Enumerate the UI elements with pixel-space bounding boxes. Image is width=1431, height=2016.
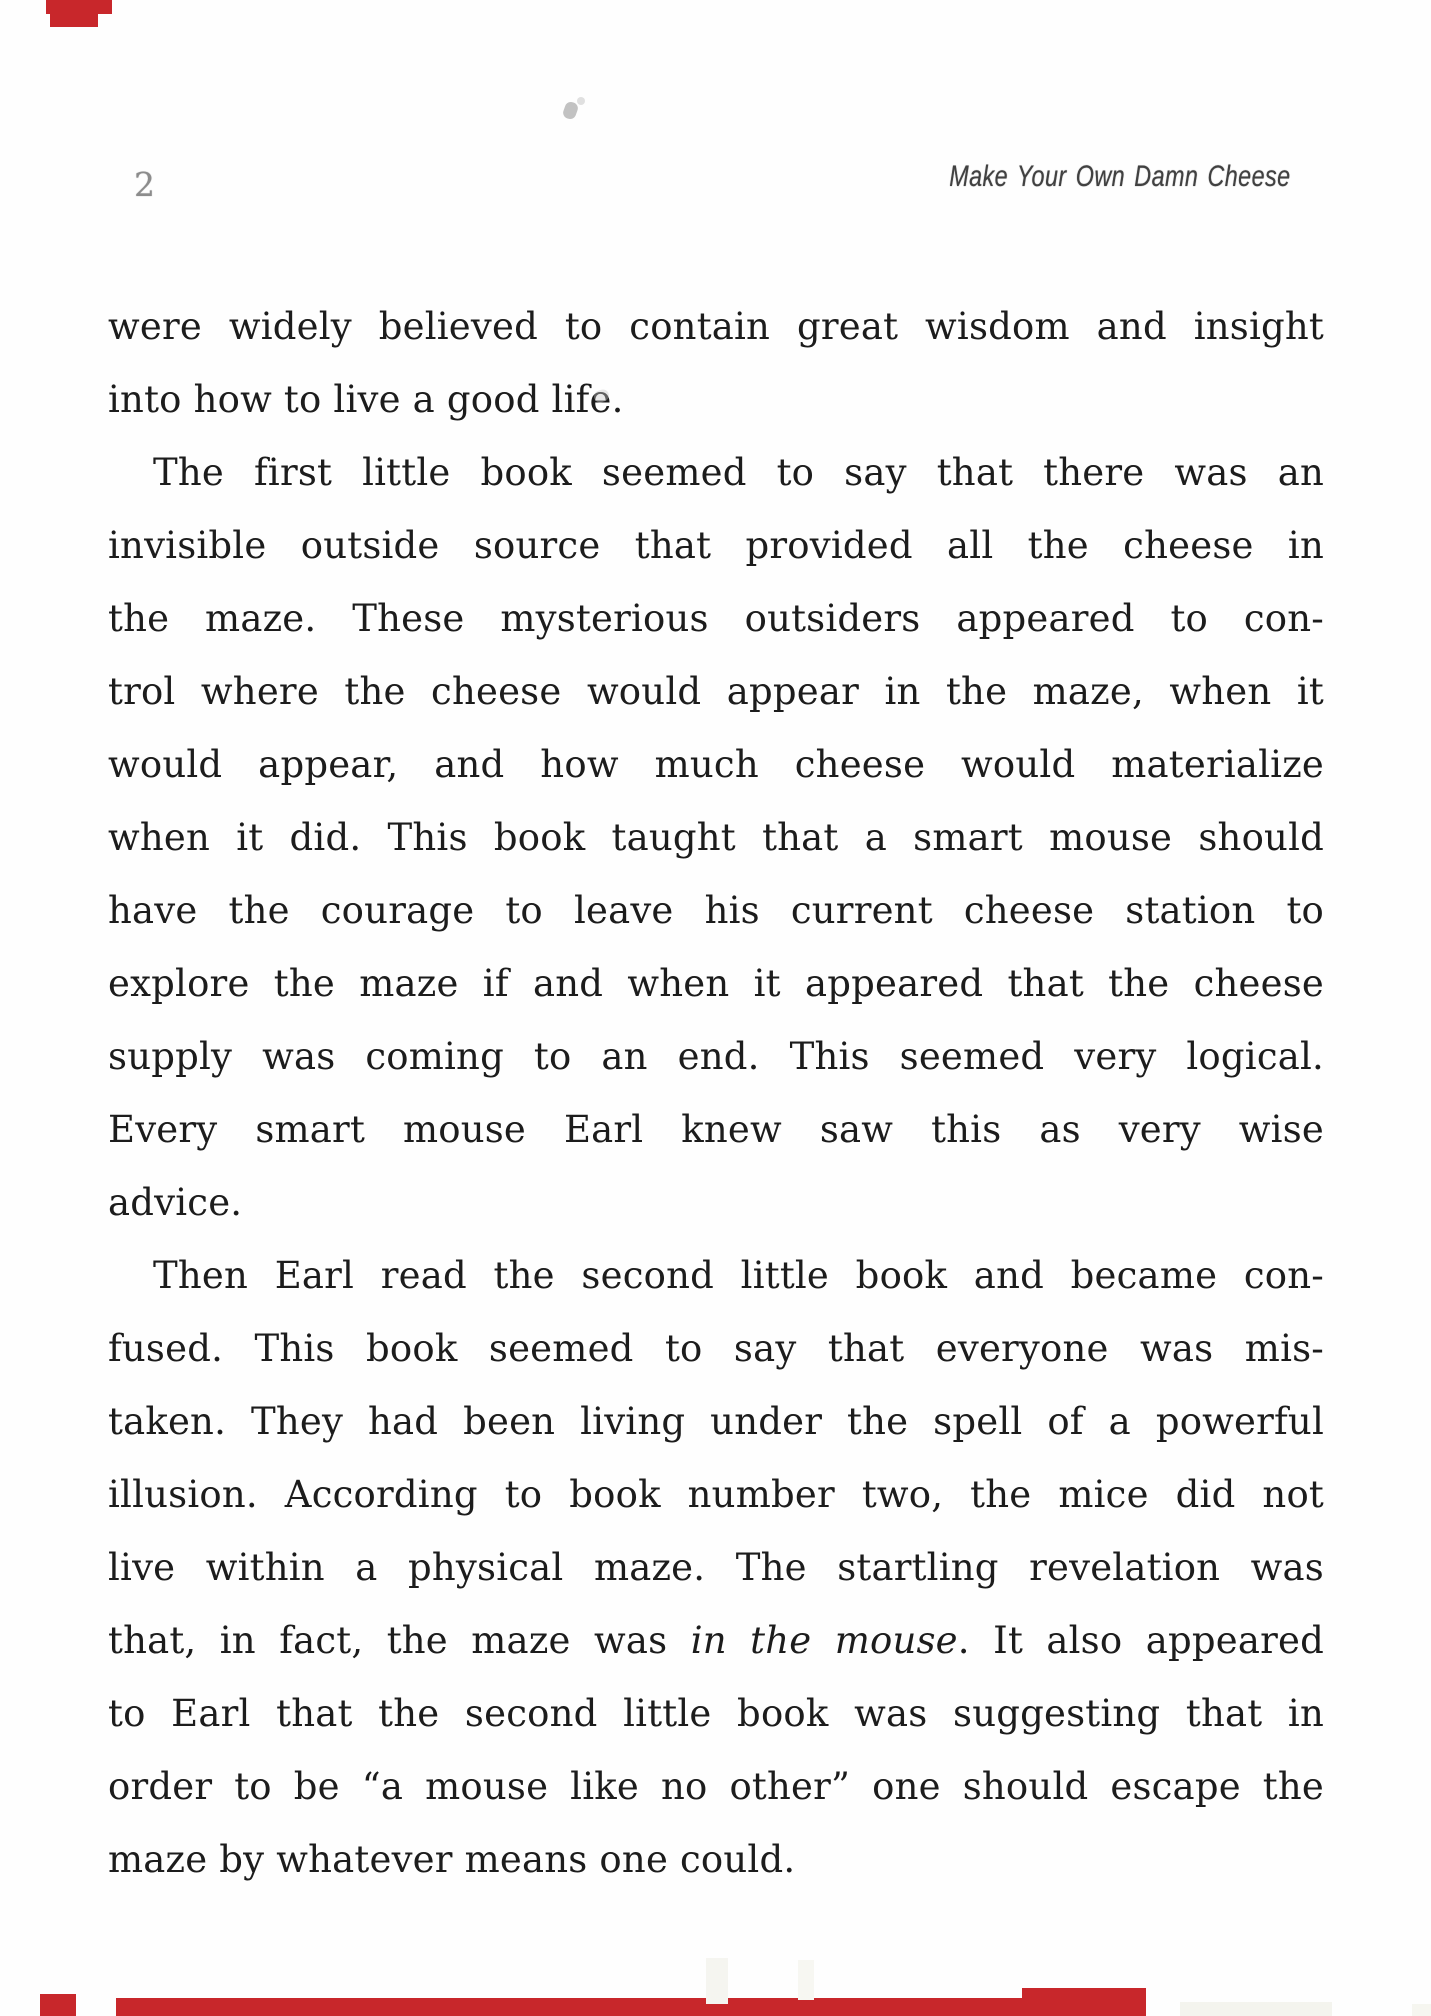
text-segment: that, in fact, the maze was xyxy=(108,1619,691,1662)
running-header: Make Your Own Damn Cheese xyxy=(948,160,1290,193)
text-segment: The first little book seemed to say that there was an xyxy=(153,451,1324,494)
scan-mark-bottom-left xyxy=(40,1994,76,2016)
text-line xyxy=(108,1823,1324,1896)
text-line xyxy=(108,1604,1324,1677)
text-segment: explore the maze if and when it appeared that the cheese xyxy=(108,962,1324,1005)
text-segment: invisible outside source that provided all the cheese in xyxy=(108,524,1324,567)
scan-speck-top-center-2 xyxy=(577,97,585,105)
text-segment: have the courage to leave his current cheese station to xyxy=(108,889,1324,932)
text-line xyxy=(108,1239,1324,1312)
scan-bar-bottom xyxy=(116,1998,1146,2016)
text-line xyxy=(108,947,1324,1020)
text-segment: taken. They had been living under the spell of a powerful xyxy=(108,1400,1324,1443)
text-line xyxy=(108,1531,1324,1604)
text-segment: maze by whatever means one could. xyxy=(108,1838,796,1881)
text-segment: into how to live a good life. xyxy=(108,378,624,421)
text-line xyxy=(108,1750,1324,1823)
text-line xyxy=(108,1166,1324,1239)
text-line xyxy=(108,436,1324,509)
scan-mark-top-left-lower xyxy=(50,12,98,27)
text-segment: advice. xyxy=(108,1181,243,1224)
text-segment: Then Earl read the second little book and became con- xyxy=(153,1254,1324,1297)
text-segment: fused. This book seemed to say that everyone was mis- xyxy=(108,1327,1324,1370)
text-line xyxy=(108,874,1324,947)
scan-smudge-bottom-far-right xyxy=(1412,2004,1431,2016)
text-segment-italic: in the mouse xyxy=(690,1619,958,1662)
text-segment: order to be “a mouse like no other” one should escape the xyxy=(108,1765,1324,1808)
text-segment: when it did. This book taught that a smart mouse should xyxy=(108,816,1324,859)
text-segment: supply was coming to an end. This seemed very logical. xyxy=(108,1035,1324,1078)
text-segment: illusion. According to book number two, the mice did not xyxy=(108,1473,1324,1516)
text-segment: would appear, and how much cheese would materialize xyxy=(108,743,1324,786)
text-line xyxy=(108,509,1324,582)
text-line xyxy=(108,728,1324,801)
text-line xyxy=(108,290,1324,363)
text-line xyxy=(108,655,1324,728)
scan-smudge-bottom-right xyxy=(1180,2002,1332,2016)
text-line xyxy=(108,1458,1324,1531)
text-segment: live within a physical maze. The startling revelation was xyxy=(108,1546,1324,1589)
text-line xyxy=(108,1093,1324,1166)
scan-streak-bottom-center xyxy=(706,1958,728,2004)
scan-streak-bottom-center-2 xyxy=(798,1960,814,2000)
text-line xyxy=(108,1385,1324,1458)
text-segment: were widely believed to contain great wisdom and insight xyxy=(108,305,1324,348)
text-segment: trol where the cheese would appear in the maze, when it xyxy=(108,670,1324,713)
text-segment: . It also appeared xyxy=(957,1619,1324,1662)
page-number: 2 xyxy=(134,165,155,204)
text-segment: the maze. These mysterious outsiders appeared to con- xyxy=(108,597,1324,640)
scan-bar-bottom-right-tall xyxy=(1022,1988,1146,2016)
text-segment: Every smart mouse Earl knew saw this as very wise xyxy=(108,1108,1324,1151)
text-line xyxy=(108,801,1324,874)
text-line xyxy=(108,1020,1324,1093)
text-line xyxy=(108,1312,1324,1385)
text-segment: to Earl that the second little book was suggesting that in xyxy=(108,1692,1324,1735)
body-text xyxy=(108,290,1324,1896)
text-line xyxy=(108,582,1324,655)
text-line xyxy=(108,363,1324,436)
text-line xyxy=(108,1677,1324,1750)
